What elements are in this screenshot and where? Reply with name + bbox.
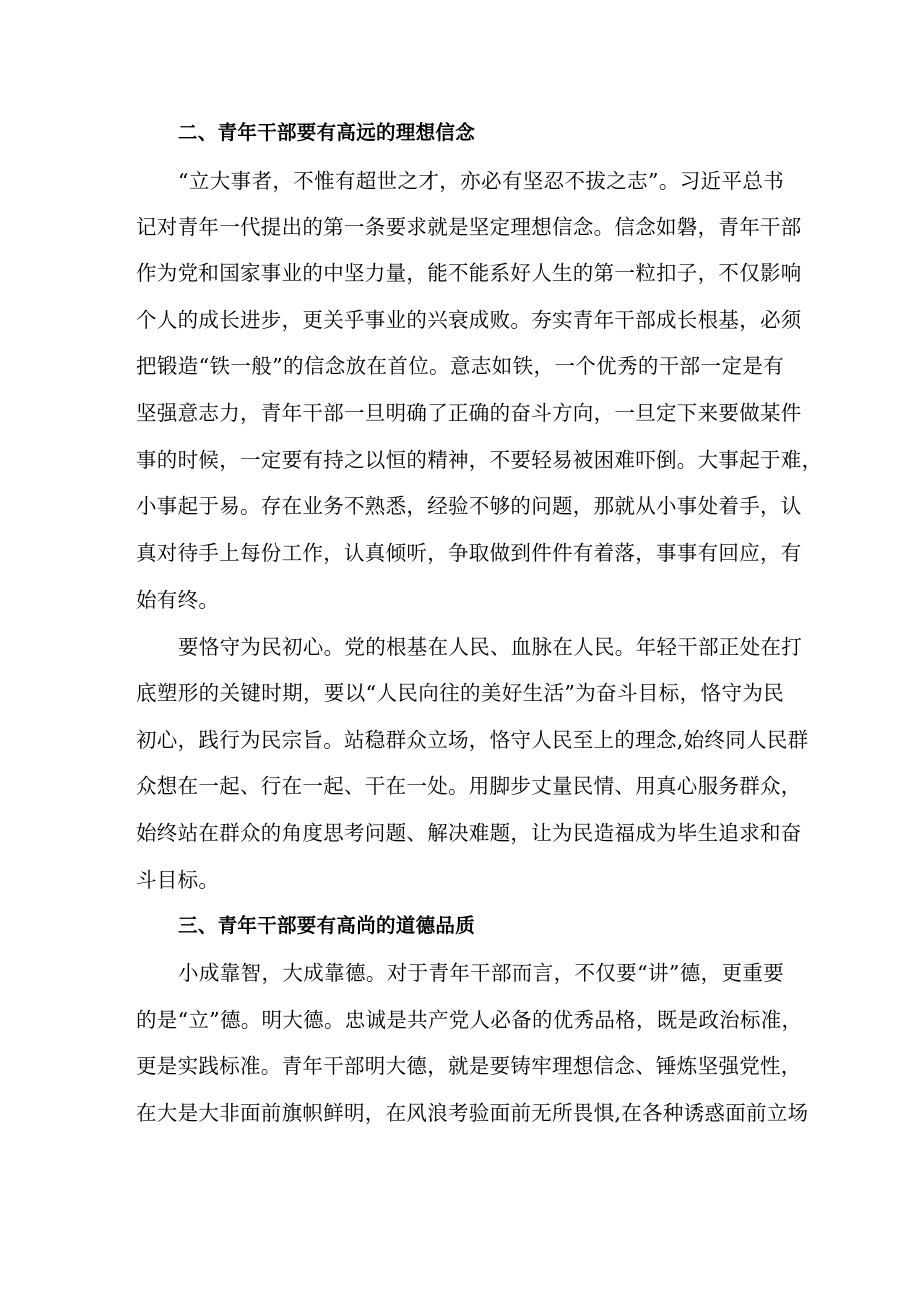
paragraph-line: 要恪守为民初心。党的根基在人民、血脉在人民。年轻干部正处在打 [178, 635, 802, 659]
paragraph-line: 记对青年一代提出的第一条要求就是坚定理想信念。信念如磐，青年干部 [136, 215, 802, 239]
paragraph-line: 坚强意志力，青年干部一旦明确了正确的奋斗方向，一旦定下来要做某件 [136, 401, 802, 425]
paragraph-line: 的是“立”德。明大德。忠诚是共产党人必备的优秀品格，既是政治标准， [136, 1008, 803, 1032]
paragraph-line: 小事起于易。存在业务不熟悉，经验不够的问题，那就从小事处着手，认 [136, 494, 802, 518]
paragraph-line: 把锻造“铁一般”的信念放在首位。意志如铁，一个优秀的干部一定是有 [136, 354, 784, 378]
paragraph-line: 作为党和国家事业的中坚力量，能不能系好人生的第一粒扣子，不仅影响 [136, 261, 802, 285]
paragraph-line: 始终站在群众的角度思考问题、解决难题，让为民造福成为毕生追求和奋 [136, 821, 802, 845]
paragraph-line: 小成靠智，大成靠德。对于青年干部而言，不仅要“讲”德，更重要 [178, 961, 784, 985]
paragraph-line: 底塑形的关键时期，要以“人民向往的美好生活”为奋斗目标，恪守为民 [136, 681, 784, 705]
paragraph-line: “立大事者，不惟有超世之才，亦必有坚忍不拔之志”。习近平总书 [178, 169, 784, 193]
section-heading-3: 三、青年干部要有高尚的道德品质 [178, 914, 476, 937]
paragraph-line: 真对待手上每份工作，认真倾听，争取做到件件有着落，事事有回应，有 [136, 541, 802, 565]
section-heading-2: 二、青年干部要有高远的理想信念 [178, 121, 476, 144]
paragraph-line: 在大是大非面前旗帜鲜明，在风浪考验面前无所畏惧,在各种诱惑面前立场 [136, 1101, 809, 1125]
paragraph-line: 事的时候，一定要有持之以恒的精神，不要轻易被困难吓倒。大事起于难， [136, 448, 823, 472]
paragraph-line: 斗目标。 [136, 868, 220, 892]
paragraph-line: 个人的成长进步，更关乎事业的兴衰成败。夯实青年干部成长根基，必须 [136, 308, 802, 332]
paragraph-line: 始有终。 [136, 588, 220, 612]
paragraph-line: 初心，践行为民宗旨。站稳群众立场，恪守人民至上的理念,始终同人民群 [136, 728, 809, 752]
paragraph-line: 更是实践标准。青年干部明大德，就是要铸牢理想信念、锤炼坚强党性， [136, 1054, 802, 1078]
paragraph-line: 众想在一起、行在一起、干在一处。用脚步丈量民情、用真心服务群众， [136, 774, 802, 798]
